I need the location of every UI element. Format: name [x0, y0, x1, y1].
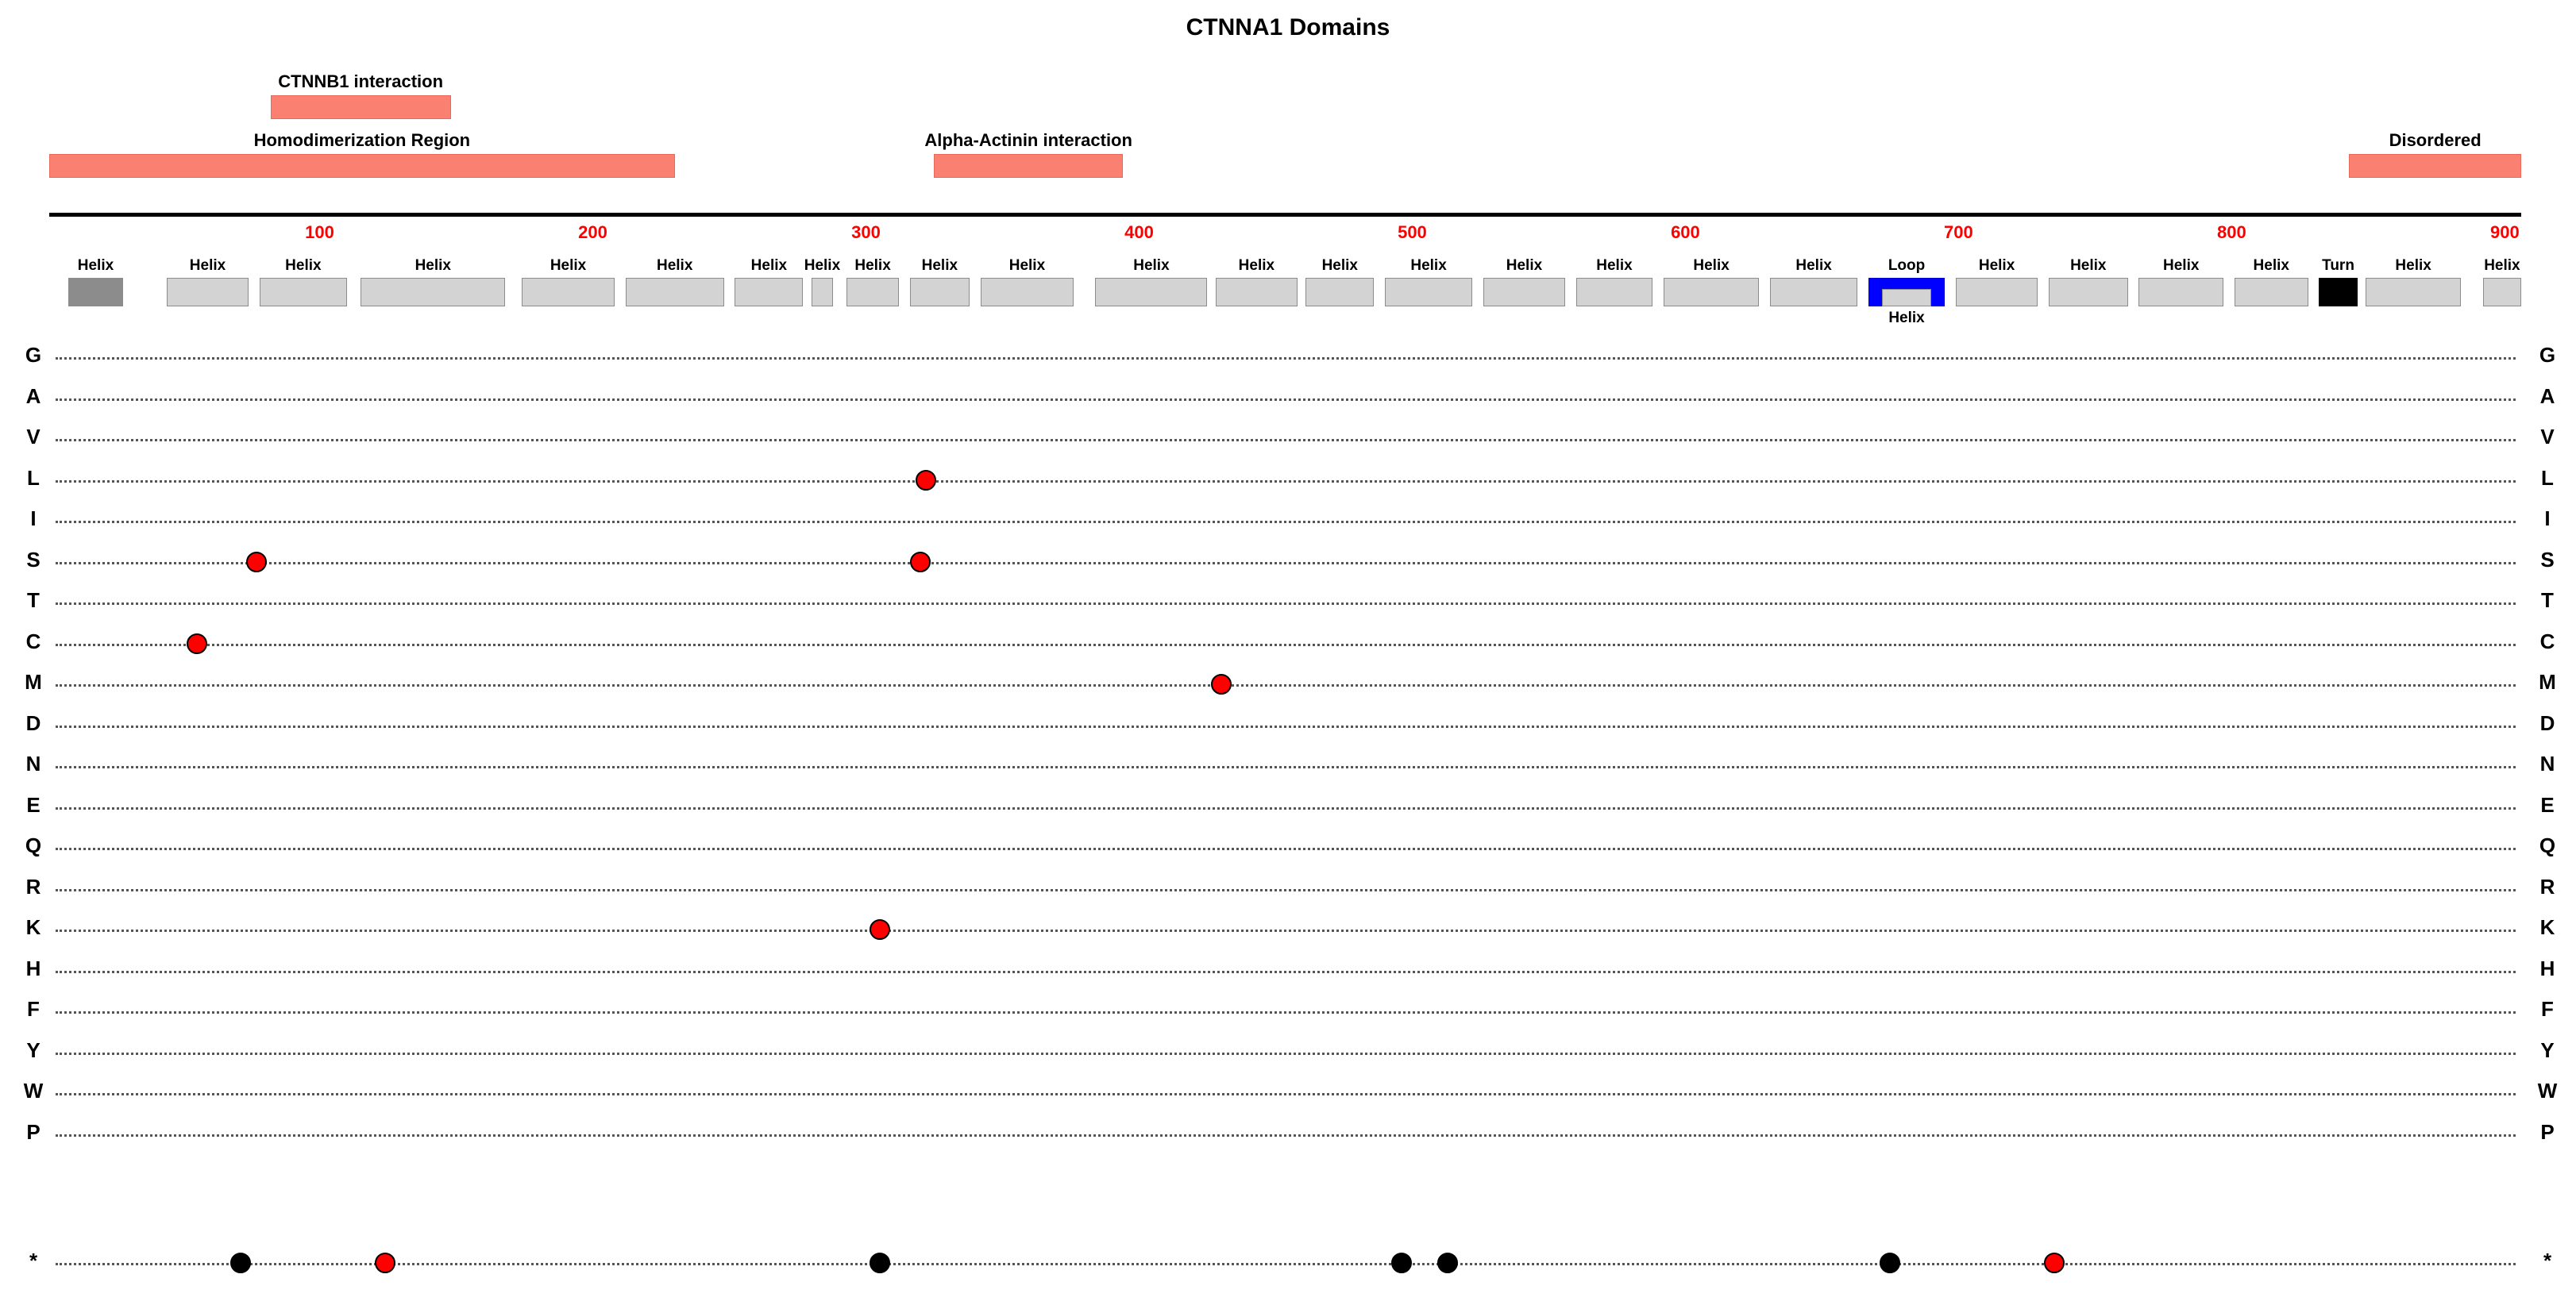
secondary-structure-block: [361, 278, 505, 306]
row-label-left: D: [25, 710, 41, 735]
row-label-left: T: [27, 588, 40, 612]
mutation-marker[interactable]: [230, 1253, 251, 1273]
row-label-right: D: [2539, 710, 2555, 735]
row-baseline: [56, 602, 2516, 605]
axis-line: [49, 213, 2521, 217]
secondary-structure-label: Helix: [285, 257, 322, 274]
secondary-structure-block: [1216, 278, 1298, 306]
row-label-right: L: [2541, 465, 2554, 490]
row-label-left: P: [26, 1119, 40, 1144]
secondary-structure-label: Helix: [1410, 257, 1447, 274]
secondary-structure-label: Helix: [804, 257, 841, 274]
row-label-left: E: [26, 792, 40, 817]
row-label-left: R: [25, 874, 41, 899]
secondary-structure-block: [167, 278, 249, 306]
row-label-right: S: [2540, 547, 2555, 572]
mutation-marker[interactable]: [870, 919, 890, 940]
row-baseline: [56, 357, 2516, 360]
secondary-structure-block: [1956, 278, 2038, 306]
domain-label: Disordered: [2389, 130, 2482, 150]
secondary-structure-label: Turn: [2322, 257, 2354, 274]
axis-tick-label: 300: [851, 222, 881, 242]
mutation-marker[interactable]: [910, 552, 931, 572]
secondary-structure-label: Helix: [1888, 310, 1925, 326]
secondary-structure-label: Helix: [750, 257, 788, 274]
row-label-left: H: [25, 956, 41, 980]
secondary-structure-block: [2235, 278, 2308, 306]
row-label-left: F: [27, 997, 40, 1021]
mutation-marker[interactable]: [375, 1253, 395, 1273]
row-baseline: [56, 848, 2516, 850]
row-label-left: V: [26, 425, 40, 448]
axis-tick-label: 200: [578, 222, 607, 242]
mutation-marker[interactable]: [187, 633, 207, 654]
secondary-structure-label: Helix: [921, 257, 958, 274]
secondary-structure-block: [1664, 278, 1759, 306]
secondary-structure-block: [68, 278, 123, 306]
secondary-structure-label: Helix: [2070, 257, 2107, 274]
row-baseline: [56, 439, 2516, 441]
secondary-structure-block: [735, 278, 803, 306]
secondary-structure-block: [2366, 278, 2461, 306]
secondary-structure-label: Loop: [1888, 257, 1926, 274]
secondary-structure-block: [812, 278, 834, 306]
axis-tick-label: 100: [305, 222, 334, 242]
page-title: CTNNA1 Domains: [1186, 14, 1390, 40]
mutation-marker[interactable]: [870, 1253, 890, 1273]
row-label-left: Q: [25, 833, 42, 857]
secondary-structure-block: [2319, 278, 2357, 306]
row-label-right: *: [2543, 1249, 2552, 1272]
row-label-right: E: [2540, 792, 2555, 817]
secondary-structure-block: [1385, 278, 1472, 306]
row-label-left: G: [25, 343, 42, 367]
axis-tick-label: 500: [1398, 222, 1427, 242]
row-label-right: P: [2540, 1119, 2555, 1144]
row-label-right: T: [2541, 588, 2554, 612]
domain-label: CTNNB1 interaction: [278, 71, 444, 91]
row-baseline: [56, 766, 2516, 768]
secondary-structure-label: Helix: [656, 257, 693, 274]
row-label-right: Q: [2539, 833, 2556, 857]
mutation-marker[interactable]: [2044, 1253, 2065, 1273]
secondary-structure-block: [1576, 278, 1652, 306]
secondary-structure-label: Helix: [1008, 257, 1046, 274]
secondary-structure-label: Helix: [854, 257, 891, 274]
row-baseline: [56, 1093, 2516, 1095]
row-baseline: [56, 644, 2516, 646]
secondary-structure-label: Helix: [2395, 257, 2431, 274]
row-label-left: N: [25, 752, 41, 776]
secondary-structure-label: Helix: [77, 257, 114, 274]
domain-bar: [271, 95, 451, 119]
row-label-right: I: [2544, 506, 2551, 530]
row-label-left: M: [25, 670, 42, 694]
secondary-structure-label: Helix: [1693, 257, 1730, 274]
row-label-right: H: [2539, 956, 2555, 980]
row-label-right: G: [2539, 343, 2556, 367]
secondary-structure-label: Helix: [189, 257, 226, 274]
row-baseline: [56, 480, 2516, 483]
secondary-structure-block: [626, 278, 724, 306]
secondary-structure-label: Helix: [2163, 257, 2200, 274]
secondary-structure-block: [1882, 289, 1931, 306]
secondary-structure-block: [1770, 278, 1857, 306]
secondary-structure-block: [1483, 278, 1565, 306]
row-baseline: [56, 971, 2516, 973]
secondary-structure-label: Helix: [1133, 257, 1170, 274]
row-label-left: C: [25, 629, 41, 653]
row-label-left: Y: [26, 1037, 40, 1062]
row-label-right: R: [2539, 874, 2555, 899]
row-baseline: [56, 889, 2516, 891]
row-baseline: [56, 1053, 2516, 1055]
domain-bar: [2349, 154, 2521, 178]
secondary-structure-block: [1095, 278, 1207, 306]
domain-label: Homodimerization Region: [253, 130, 471, 150]
row-label-right: C: [2539, 629, 2555, 653]
row-baseline: [56, 1134, 2516, 1137]
secondary-structure-block: [260, 278, 347, 306]
row-baseline: [56, 562, 2516, 564]
row-label-left: I: [30, 506, 37, 530]
secondary-structure-block: [846, 278, 898, 306]
row-label-left: L: [27, 465, 40, 490]
row-label-left: W: [23, 1079, 44, 1103]
secondary-structure-label: Helix: [1321, 257, 1358, 274]
domain-bar: [49, 154, 675, 178]
domain-bar: [934, 154, 1122, 178]
mutation-marker[interactable]: [1880, 1253, 1900, 1273]
row-label-right: K: [2539, 915, 2555, 939]
row-baseline: [56, 930, 2516, 932]
secondary-structure-label: Helix: [2253, 257, 2289, 274]
axis-tick-label: 400: [1124, 222, 1154, 242]
secondary-structure-block: [2049, 278, 2128, 306]
secondary-structure-label: Helix: [1795, 257, 1832, 274]
row-baseline: [56, 521, 2516, 523]
secondary-structure-block: [1305, 278, 1374, 306]
secondary-structure-label: Helix: [1506, 257, 1543, 274]
row-label-left: K: [25, 915, 41, 939]
axis-tick-label: 800: [2217, 222, 2246, 242]
row-label-right: N: [2539, 752, 2555, 776]
secondary-structure-block: [981, 278, 1074, 306]
secondary-structure-label: Helix: [415, 257, 451, 274]
mutation-marker[interactable]: [1437, 1253, 1458, 1273]
secondary-structure-label: Helix: [1238, 257, 1275, 274]
row-label-right: F: [2541, 997, 2554, 1021]
mutation-marker[interactable]: [1391, 1253, 1412, 1273]
secondary-structure-block: [910, 278, 970, 306]
row-label-left: S: [26, 547, 40, 572]
axis-tick-label: 600: [1671, 222, 1700, 242]
row-baseline: [56, 398, 2516, 401]
secondary-structure-block: [522, 278, 615, 306]
secondary-structure-block: [2483, 278, 2521, 306]
row-label-right: W: [2537, 1079, 2558, 1103]
row-label-left: A: [25, 383, 41, 408]
axis-tick-label: 900: [2490, 222, 2520, 242]
mutation-marker[interactable]: [1211, 674, 1232, 695]
mutation-marker[interactable]: [246, 552, 267, 572]
secondary-structure-label: Helix: [1596, 257, 1633, 274]
row-baseline: [56, 684, 2516, 687]
mutation-marker[interactable]: [916, 470, 936, 491]
row-baseline: [56, 1011, 2516, 1014]
row-baseline: [56, 726, 2516, 728]
axis-tick-label: 700: [1944, 222, 1973, 242]
row-label-right: V: [2540, 425, 2555, 448]
row-label-right: A: [2539, 383, 2555, 408]
row-baseline: [56, 807, 2516, 810]
row-label-left: *: [29, 1249, 38, 1272]
secondary-structure-label: Helix: [2484, 257, 2520, 274]
row-baseline: [56, 1263, 2516, 1265]
secondary-structure-block: [2138, 278, 2223, 306]
row-label-right: Y: [2540, 1037, 2555, 1062]
domain-label: Alpha-Actinin interaction: [924, 130, 1132, 150]
secondary-structure-label: Helix: [550, 257, 587, 274]
row-label-right: M: [2539, 670, 2556, 694]
secondary-structure-label: Helix: [1978, 257, 2015, 274]
